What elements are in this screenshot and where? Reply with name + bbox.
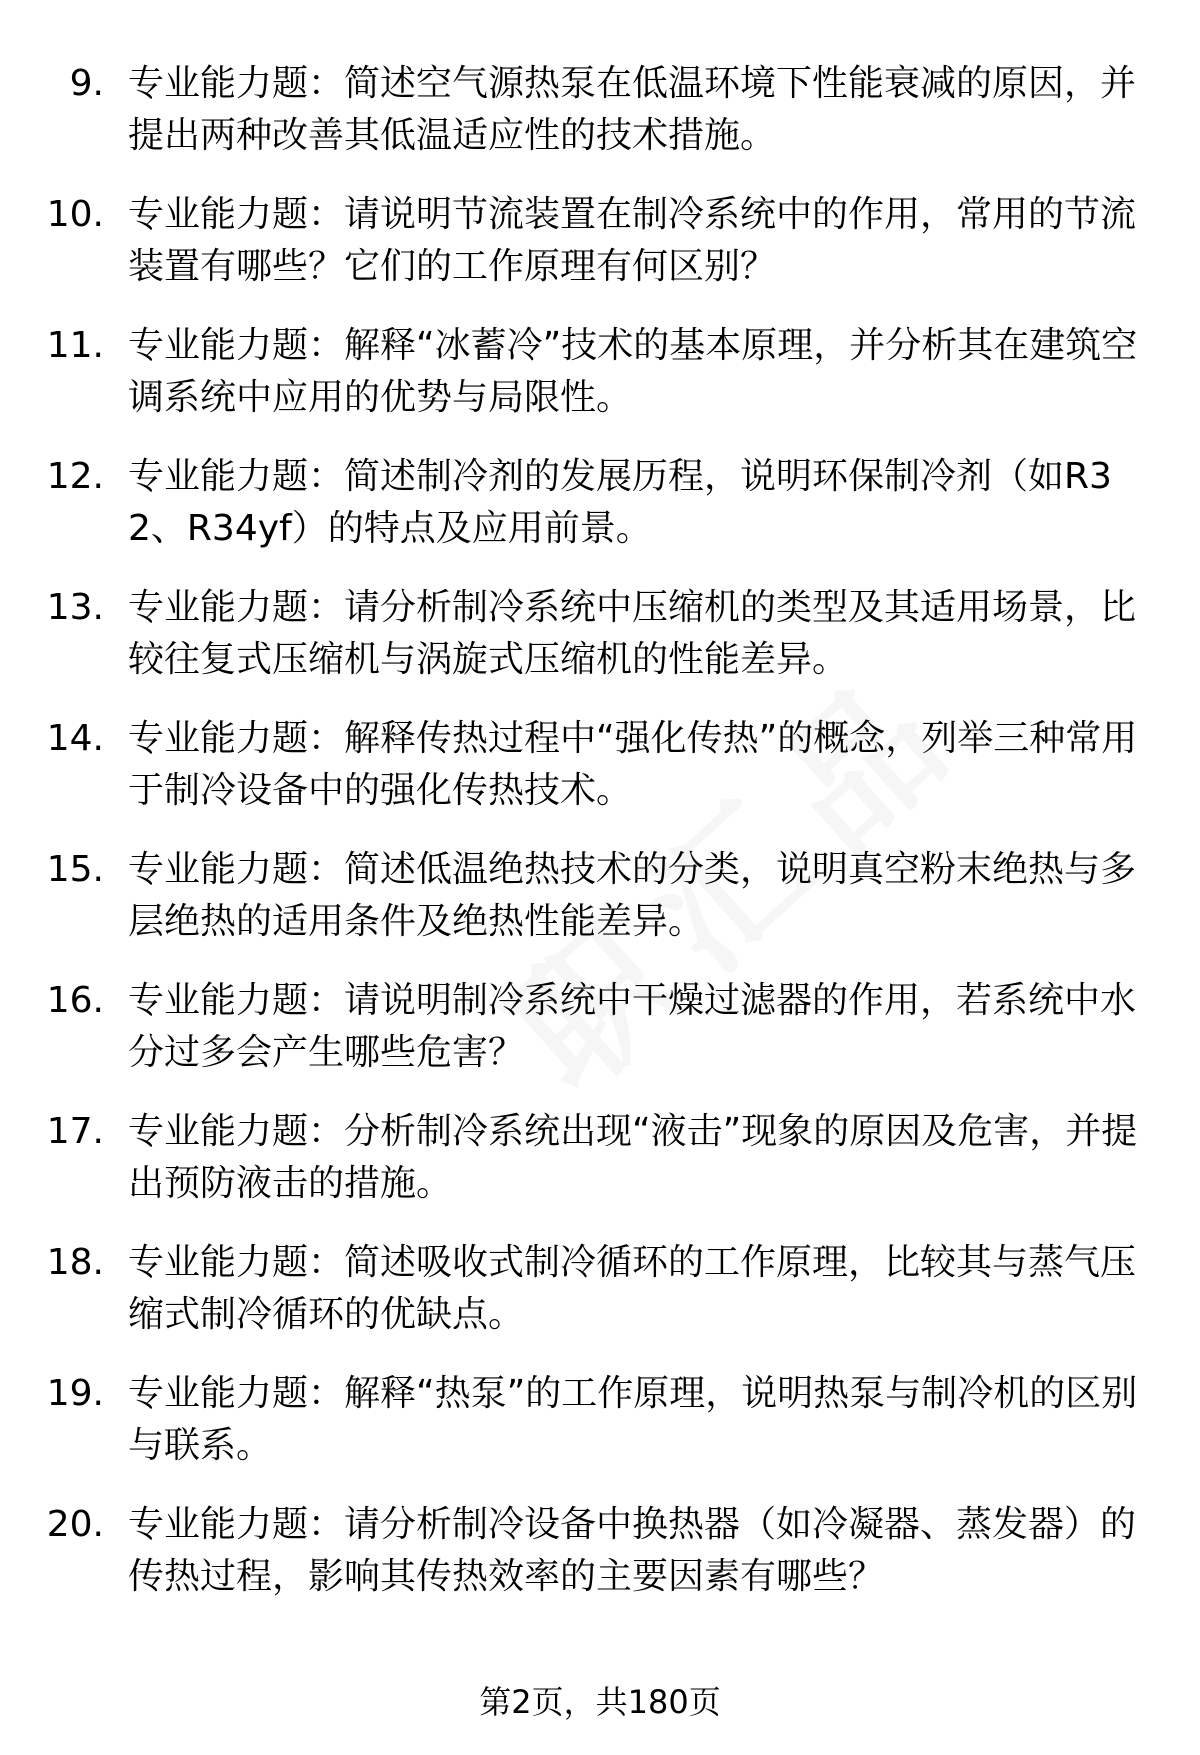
question-text: 专业能力题：请说明制冷系统中干燥过滤器的作用，若系统中水分过多会产生哪些危害？ [128, 980, 1137, 1073]
question-number: 13. [46, 587, 104, 628]
question-list [0, 58, 1200, 1630]
question-number: 17. [46, 1111, 104, 1152]
question-number: 12. [46, 456, 104, 497]
question-item [0, 582, 1200, 713]
question-item [0, 320, 1200, 451]
question-item [0, 1106, 1200, 1237]
question-text: 专业能力题：解释“冰蓄冷”技术的基本原理，并分析其在建筑空调系统中应用的优势与局限性。 [128, 325, 1138, 418]
question-text: 专业能力题：简述低温绝热技术的分类，说明真空粉末绝热与多层绝热的适用条件及绝热性能差异。 [128, 849, 1137, 942]
question-number: 9. [69, 63, 104, 104]
question-item [0, 1237, 1200, 1368]
question-number: 19. [46, 1373, 104, 1414]
question-text: 专业能力题：请说明节流装置在制冷系统中的作用，常用的节流装置有哪些？它们的工作原理有何区别？ [128, 194, 1137, 287]
question-number: 11. [46, 325, 104, 366]
question-text: 专业能力题：请分析制冷设备中换热器（如冷凝器、蒸发器）的传热过程，影响其传热效率的主要因素有哪些？ [128, 1504, 1137, 1597]
question-item [0, 975, 1200, 1106]
question-number: 15. [46, 849, 104, 890]
question-number: 16. [46, 980, 104, 1021]
question-item [0, 189, 1200, 320]
page-footer: 第2页，共180页 [479, 1683, 721, 1721]
question-item [0, 713, 1200, 844]
question-item [0, 58, 1200, 189]
question-text: 专业能力题：简述吸收式制冷循环的工作原理，比较其与蒸气压缩式制冷循环的优缺点。 [128, 1242, 1137, 1335]
question-text: 专业能力题：请分析制冷系统中压缩机的类型及其适用场景，比较往复式压缩机与涡旋式压缩机的性能差异。 [128, 587, 1137, 680]
question-text: 专业能力题：解释传热过程中“强化传热”的概念，列举三种常用于制冷设备中的强化传热技术。 [128, 718, 1138, 811]
question-text: 专业能力题：解释“热泵”的工作原理，说明热泵与制冷机的区别与联系。 [128, 1373, 1138, 1466]
question-item [0, 844, 1200, 975]
question-number: 14. [46, 718, 104, 759]
question-number: 20. [46, 1504, 104, 1545]
question-item [0, 1368, 1200, 1499]
question-text: 专业能力题：简述制冷剂的发展历程，说明环保制冷剂（如R32、R34yf）的特点及应用前景。 [128, 456, 1112, 549]
question-number: 10. [46, 194, 104, 235]
question-item [0, 451, 1200, 582]
question-text: 专业能力题：分析制冷系统出现“液击”现象的原因及危害，并提出预防液击的措施。 [128, 1111, 1138, 1204]
question-text: 专业能力题：简述空气源热泵在低温环境下性能衰减的原因，并提出两种改善其低温适应性的技术措施。 [128, 63, 1137, 156]
question-item [0, 1499, 1200, 1630]
question-number: 18. [46, 1242, 104, 1283]
